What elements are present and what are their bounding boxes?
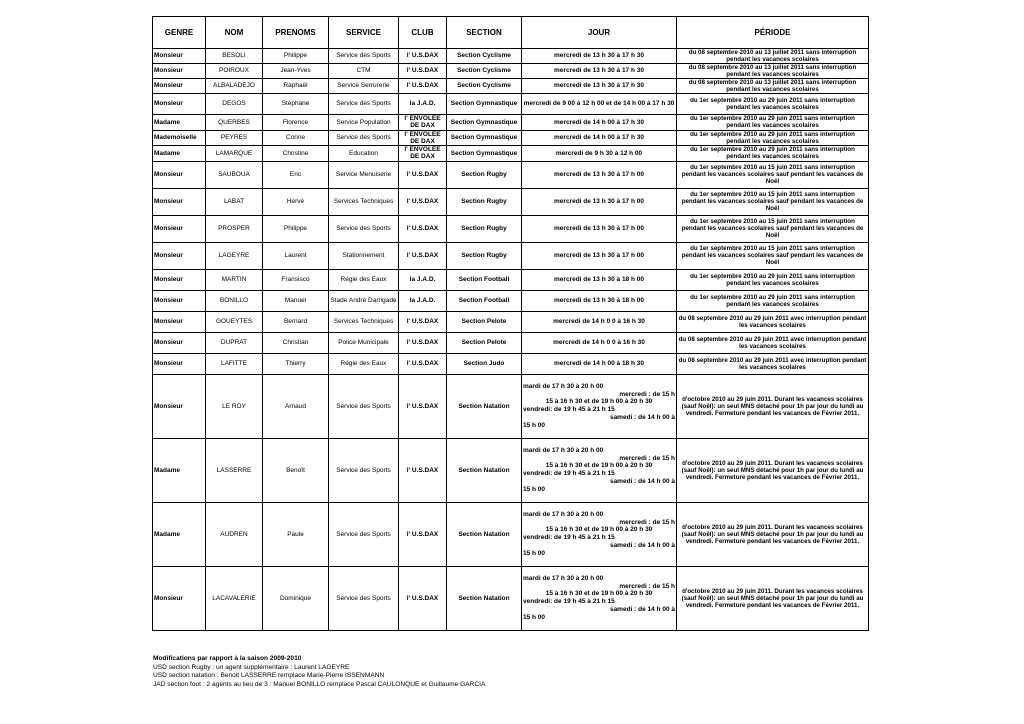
club-cell: l' U.S.DAX [399, 502, 447, 566]
note-line: USD section natation : Benoit LASSERRE remplace Marie-Pierre ISSENMANN [153, 672, 385, 680]
table-row [153, 79, 869, 94]
genre-cell: Monsieur [153, 566, 206, 630]
prenom-cell: Thierry [263, 353, 329, 374]
jour-cell [522, 566, 677, 630]
nom-cell: LASSERRE [206, 438, 263, 502]
nom-cell: LABAT [206, 188, 263, 215]
nom-cell: MARTIN [206, 269, 263, 290]
jour-line: 15 h 00 [523, 421, 546, 429]
jour-line: mardi de 17 h 30 à 20 h 00 [523, 446, 604, 454]
jour-line: vendredi: de 19 h 45 à 21 h 15 [523, 534, 615, 542]
section-cell: Section Rugby [447, 161, 522, 188]
col-header-jour: JOUR [522, 17, 677, 49]
table-row [153, 161, 869, 188]
club-cell: l' U.S.DAX [399, 332, 447, 353]
modifications-notes [153, 655, 485, 689]
notes-title: Modifications par rapport à la saison 2009-2010 [153, 655, 302, 662]
table-row [153, 115, 869, 131]
genre-cell: Monsieur [153, 353, 206, 374]
genre-cell: Monsieur [153, 215, 206, 242]
genre-cell: Madame [153, 146, 206, 162]
table-row [153, 94, 869, 115]
periode-cell: du 1er septembre 2010 au 29 juin 2011 sans interruption pendant les vacances scolaires [677, 290, 869, 311]
genre-cell: Monsieur [153, 311, 206, 332]
genre-cell: Monsieur [153, 94, 206, 115]
table-row [153, 374, 869, 438]
club-cell: l' U.S.DAX [399, 311, 447, 332]
periode-cell: du 08 septembre 2010 au 13 juillet 2011 sans interruption pendant les vacances scolaires [677, 79, 869, 94]
genre-cell: Monsieur [153, 79, 206, 94]
jour-cell: mercredi de 9 00 à 12 h 00 et de 14 h 00 à 17 h 30 [522, 94, 677, 115]
jour-cell: mercredi de 13 h 30 à 17 h 30 [522, 79, 677, 94]
genre-cell: Madame [153, 115, 206, 131]
service-cell: Service Population [329, 115, 399, 131]
nom-cell: DUPRAT [206, 332, 263, 353]
periode-cell: du 1er septembre 2010 au 15 juin 2011 sans interruption pendant les vacances scolaires sauf pendant les vacances de Noël [677, 242, 869, 269]
nom-cell: BONILLO [206, 290, 263, 311]
service-cell: CTM [329, 64, 399, 79]
periode-cell: du 1er septembre 2010 au 29 juin 2011 sans interruption pendant les vacances scolaires [677, 115, 869, 131]
prenom-cell: Philippe [263, 49, 329, 64]
service-cell: Service des Sports [329, 215, 399, 242]
club-cell: l' U.S.DAX [399, 79, 447, 94]
service-cell: Régie des Eaux [329, 353, 399, 374]
table-row [153, 242, 869, 269]
jour-line: mardi de 17 h 30 à 20 h 00 [523, 574, 604, 582]
periode-cell: du 08 septembre 2010 au 29 juin 2011 avec interruption pendant les vacances scolaires [677, 353, 869, 374]
jour-cell [522, 374, 677, 438]
prenom-cell: Bernard [263, 311, 329, 332]
periode-cell: d'octobre 2010 au 29 juin 2011. Durant les vacances scolaires (sauf Noël): un seul MNS détaché pour 1h par jour du lundi au vendredi. Fermeture pendant les vacances de Février 2011. [677, 438, 869, 502]
col-header-nom: NOM [206, 17, 263, 49]
genre-cell: Monsieur [153, 290, 206, 311]
jour-cell: mercredi de 14 h 00 à 17 h 30 [522, 115, 677, 131]
club-cell: l' U.S.DAX [399, 188, 447, 215]
club-cell: l' U.S.DAX [399, 161, 447, 188]
nom-cell: SAUBOUA [206, 161, 263, 188]
col-header-service: SERVICE [329, 17, 399, 49]
section-cell: Section Natation [447, 502, 522, 566]
section-cell: Section Pelote [447, 332, 522, 353]
nom-cell: LAMARQUE [206, 146, 263, 162]
section-cell: Section Rugby [447, 215, 522, 242]
periode-cell: d'octobre 2010 au 29 juin 2011. Durant les vacances scolaires (sauf Noël): un seul MNS détaché pour 1h par jour du lundi au vendredi. Fermeture pendant les vacances de Février 2011. [677, 374, 869, 438]
jour-line: samedi : de 14 h 00 à [609, 414, 675, 422]
service-cell: Service des Sports [329, 49, 399, 64]
genre-cell: Monsieur [153, 374, 206, 438]
genre-cell: Madame [153, 438, 206, 502]
nom-cell: PROSPER [206, 215, 263, 242]
col-header-club: CLUB [399, 17, 447, 49]
nom-cell: BESOLI [206, 49, 263, 64]
service-cell: Service des Sports [329, 374, 399, 438]
service-cell: Stade André Darrigade [329, 290, 399, 311]
section-cell: Section Football [447, 290, 522, 311]
periode-cell: du 08 septembre 2010 au 13 juillet 2011 sans interruption pendant les vacances scolaires [677, 64, 869, 79]
section-cell: Section Rugby [447, 242, 522, 269]
club-cell: l' U.S.DAX [399, 64, 447, 79]
prenom-cell: Christine [263, 146, 329, 162]
genre-cell: Monsieur [153, 332, 206, 353]
jour-cell: mercredi de 14 h 0 0 à 16 h 30 [522, 332, 677, 353]
section-cell: Section Gymnastique [447, 130, 522, 146]
club-cell: l' U.S.DAX [399, 215, 447, 242]
prenom-cell: Fransisco [263, 269, 329, 290]
service-cell: Stationnement [329, 242, 399, 269]
jour-line: 15 à 16 h 30 et de 19 h 00 à 20 h 30 [545, 462, 653, 470]
jour-cell: mercredi de 14 h 00 à 18 h 30 [522, 353, 677, 374]
club-cell: l' ENVOLÉE DE DAX [399, 146, 447, 162]
club-cell: l' U.S.DAX [399, 374, 447, 438]
nom-cell: AUDREN [206, 502, 263, 566]
nom-cell: ALBALADEJO [206, 79, 263, 94]
note-line: JAD section foot : 2 agents au lieu de 3 : Manuel BONILLO remplace Pascal CAULONQUE et Guillaume GARCIA [153, 680, 486, 688]
jour-line: mercredi : de 15 h [619, 454, 675, 462]
jour-cell: mercredi de 13 h 30 à 17 h 00 [522, 215, 677, 242]
table-row [153, 311, 869, 332]
prenom-cell: Jean-Yves [263, 64, 329, 79]
jour-cell [522, 438, 677, 502]
club-cell: l' ENVOLÉE DE DAX [399, 115, 447, 131]
prenom-cell: Benoît [263, 438, 329, 502]
section-cell: Section Judo [447, 353, 522, 374]
jour-line: 15 à 16 h 30 et de 19 h 00 à 20 h 30 [545, 526, 653, 534]
nom-cell: LAGEYRE [206, 242, 263, 269]
club-cell: l' U.S.DAX [399, 566, 447, 630]
jour-line: vendredi: de 19 h 45 à 21 h 15 [523, 406, 615, 414]
section-cell: Section Cyclisme [447, 64, 522, 79]
schedule-sheet [152, 16, 869, 631]
jour-line: 15 h 00 [523, 549, 546, 557]
jour-cell: mercredi de 13 h 30 à 17 h 30 [522, 64, 677, 79]
section-cell: Section Natation [447, 438, 522, 502]
club-cell: la J.A.D. [399, 94, 447, 115]
jour-cell [522, 502, 677, 566]
jour-line: mercredi : de 15 h [619, 390, 675, 398]
genre-cell: Monsieur [153, 269, 206, 290]
section-cell: Section Football [447, 269, 522, 290]
table-row [153, 566, 869, 630]
jour-cell: mercredi de 13 h 30 à 17 h 00 [522, 242, 677, 269]
genre-cell: Monsieur [153, 49, 206, 64]
service-cell: Régie des Eaux [329, 269, 399, 290]
jour-cell: mercredi de 13 h 30 à 17 h 00 [522, 161, 677, 188]
col-header-prenoms: PRENOMS [263, 17, 329, 49]
prenom-cell: Laurent [263, 242, 329, 269]
periode-cell: d'octobre 2010 au 29 juin 2011. Durant les vacances scolaires (sauf Noël): un seul MNS détaché pour 1h par jour du lundi au vendredi. Fermeture pendant les vacances de Février 2011. [677, 502, 869, 566]
service-cell: Service des Sports [329, 566, 399, 630]
periode-cell: du 08 septembre 2010 au 13 juillet 2011 sans interruption pendant les vacances scolaires [677, 49, 869, 64]
club-cell: l' U.S.DAX [399, 353, 447, 374]
section-cell: Section Pelote [447, 311, 522, 332]
service-cell: Police Municipale [329, 332, 399, 353]
jour-cell: mercredi de 9 h 30 à 12 h 00 [522, 146, 677, 162]
club-cell: l' U.S.DAX [399, 242, 447, 269]
genre-cell: Monsieur [153, 161, 206, 188]
table-row [153, 146, 869, 162]
periode-cell: d'octobre 2010 au 29 juin 2011. Durant les vacances scolaires (sauf Noël): un seul MNS détaché pour 1h par jour du lundi au vendredi. Fermeture pendant les vacances de Février 2011. [677, 566, 869, 630]
nom-cell: QUERBES [206, 115, 263, 131]
club-cell: la J.A.D. [399, 290, 447, 311]
jour-line: 15 à 16 h 30 et de 19 h 00 à 20 h 30 [545, 398, 653, 406]
jour-line: samedi : de 14 h 00 à [609, 478, 675, 486]
jour-cell: mercredi de 13 h 30 à 17 h 00 [522, 188, 677, 215]
prenom-cell: Florence [263, 115, 329, 131]
periode-cell: du 1er septembre 2010 au 29 juin 2011 sans interruption pendant les vacances scolaires [677, 269, 869, 290]
table-row [153, 502, 869, 566]
club-cell: l' U.S.DAX [399, 49, 447, 64]
jour-line: mercredi : de 15 h [619, 518, 675, 526]
periode-cell: du 1er septembre 2010 au 29 juin 2011 sans interruption pendant les vacances scolaires [677, 130, 869, 146]
service-cell: Services Techniques [329, 311, 399, 332]
service-cell: Service des Sports [329, 502, 399, 566]
section-cell: Section Cyclisme [447, 49, 522, 64]
prenom-cell: Corine [263, 130, 329, 146]
jour-cell: mercredi de 13 h 30 à 17 h 30 [522, 49, 677, 64]
jour-line: samedi : de 14 h 00 à [609, 542, 675, 550]
section-cell: Section Gymnastique [447, 94, 522, 115]
section-cell: Section Gymnastique [447, 146, 522, 162]
table-row [153, 290, 869, 311]
table-row [153, 49, 869, 64]
prenom-cell: Paule [263, 502, 329, 566]
jour-cell: mercredi de 14 h 0 0 à 16 h 30 [522, 311, 677, 332]
genre-cell: Mademoiselle [153, 130, 206, 146]
service-cell: Service des Sports [329, 130, 399, 146]
periode-cell: du 1er septembre 2010 au 15 juin 2011 sans interruption pendant les vacances scolaires sauf pendant les vacances de Noël [677, 188, 869, 215]
nom-cell: LE ROY [206, 374, 263, 438]
nom-cell: GOUEYTES [206, 311, 263, 332]
periode-cell: du 1er septembre 2010 au 15 juin 2011 sans interruption pendant les vacances scolaires sauf pendant les vacances de Noël [677, 215, 869, 242]
prenom-cell: Eric [263, 161, 329, 188]
table-row [153, 130, 869, 146]
col-header-genre: GENRE [153, 17, 206, 49]
prenom-cell: Arnaud [263, 374, 329, 438]
club-cell: la J.A.D. [399, 269, 447, 290]
nom-cell: LAFITTE [206, 353, 263, 374]
jour-line: 15 h 00 [523, 613, 546, 621]
section-cell: Section Rugby [447, 188, 522, 215]
prenom-cell: Raphaël [263, 79, 329, 94]
service-cell: Service des Sports [329, 438, 399, 502]
service-cell: Services Techniques [329, 188, 399, 215]
table-row [153, 332, 869, 353]
table-row [153, 353, 869, 374]
col-header-section: SECTION [447, 17, 522, 49]
jour-line: 15 h 00 [523, 485, 546, 493]
table-row [153, 438, 869, 502]
section-cell: Section Natation [447, 374, 522, 438]
prenom-cell: Christian [263, 332, 329, 353]
periode-cell: du 08 septembre 2010 au 29 juin 2011 avec interruption pendant les vacances scolaires [677, 311, 869, 332]
periode-cell: du 1er septembre 2010 au 29 juin 2011 sans interruption pendant les vacances scolaires [677, 146, 869, 162]
table-row [153, 215, 869, 242]
section-cell: Section Gymnastique [447, 115, 522, 131]
prenom-cell: Stéphane [263, 94, 329, 115]
genre-cell: Monsieur [153, 242, 206, 269]
genre-cell: Madame [153, 502, 206, 566]
prenom-cell: Hervé [263, 188, 329, 215]
nom-cell: DEGOS [206, 94, 263, 115]
prenom-cell: Philippe [263, 215, 329, 242]
service-cell: Service Menuiserie [329, 161, 399, 188]
table-row [153, 188, 869, 215]
genre-cell: Monsieur [153, 64, 206, 79]
nom-cell: LACAVALERIE [206, 566, 263, 630]
jour-cell: mercredi de 14 h 00 à 17 h 30 [522, 130, 677, 146]
table-row [153, 269, 869, 290]
table-body [153, 49, 869, 631]
jour-line: vendredi: de 19 h 45 à 21 h 15 [523, 470, 615, 478]
jour-line: mercredi : de 15 h [619, 582, 675, 590]
table-row [153, 64, 869, 79]
jour-cell: mercredi de 13 h 30 à 18 h 00 [522, 269, 677, 290]
col-header-periode: PÉRIODE [677, 17, 869, 49]
jour-cell: mercredi de 13 h 30 à 18 h 00 [522, 290, 677, 311]
nom-cell: PEYRES [206, 130, 263, 146]
schedule-table [152, 16, 869, 631]
section-cell: Section Natation [447, 566, 522, 630]
jour-line: mardi de 17 h 30 à 20 h 00 [523, 382, 604, 390]
prenom-cell: Manuel [263, 290, 329, 311]
periode-cell: du 1er septembre 2010 au 29 juin 2011 sans interruption pendant les vacances scolaires [677, 94, 869, 115]
service-cell: Education [329, 146, 399, 162]
periode-cell: du 1er septembre 2010 au 15 juin 2011 sans interruption pendant les vacances scolaires sauf pendant les vacances de Noël [677, 161, 869, 188]
service-cell: Service Serrurerie [329, 79, 399, 94]
nom-cell: POIROUX [206, 64, 263, 79]
genre-cell: Monsieur [153, 188, 206, 215]
jour-line: mardi de 17 h 30 à 20 h 00 [523, 510, 604, 518]
club-cell: l' ENVOLÉE DE DAX [399, 130, 447, 146]
jour-line: samedi : de 14 h 00 à [609, 606, 675, 614]
section-cell: Section Cyclisme [447, 79, 522, 94]
note-line: USD section Rugby : un agent supplémentaire : Laurent LAGEYRE [153, 663, 350, 671]
jour-line: vendredi: de 19 h 45 à 21 h 15 [523, 598, 615, 606]
periode-cell: du 08 septembre 2010 au 29 juin 2011 avec interruption pendant les vacances scolaires [677, 332, 869, 353]
header-row [153, 17, 869, 49]
service-cell: Service des Sports [329, 94, 399, 115]
jour-line: 15 à 16 h 30 et de 19 h 00 à 20 h 30 [545, 590, 653, 598]
club-cell: l' U.S.DAX [399, 438, 447, 502]
prenom-cell: Dominique [263, 566, 329, 630]
